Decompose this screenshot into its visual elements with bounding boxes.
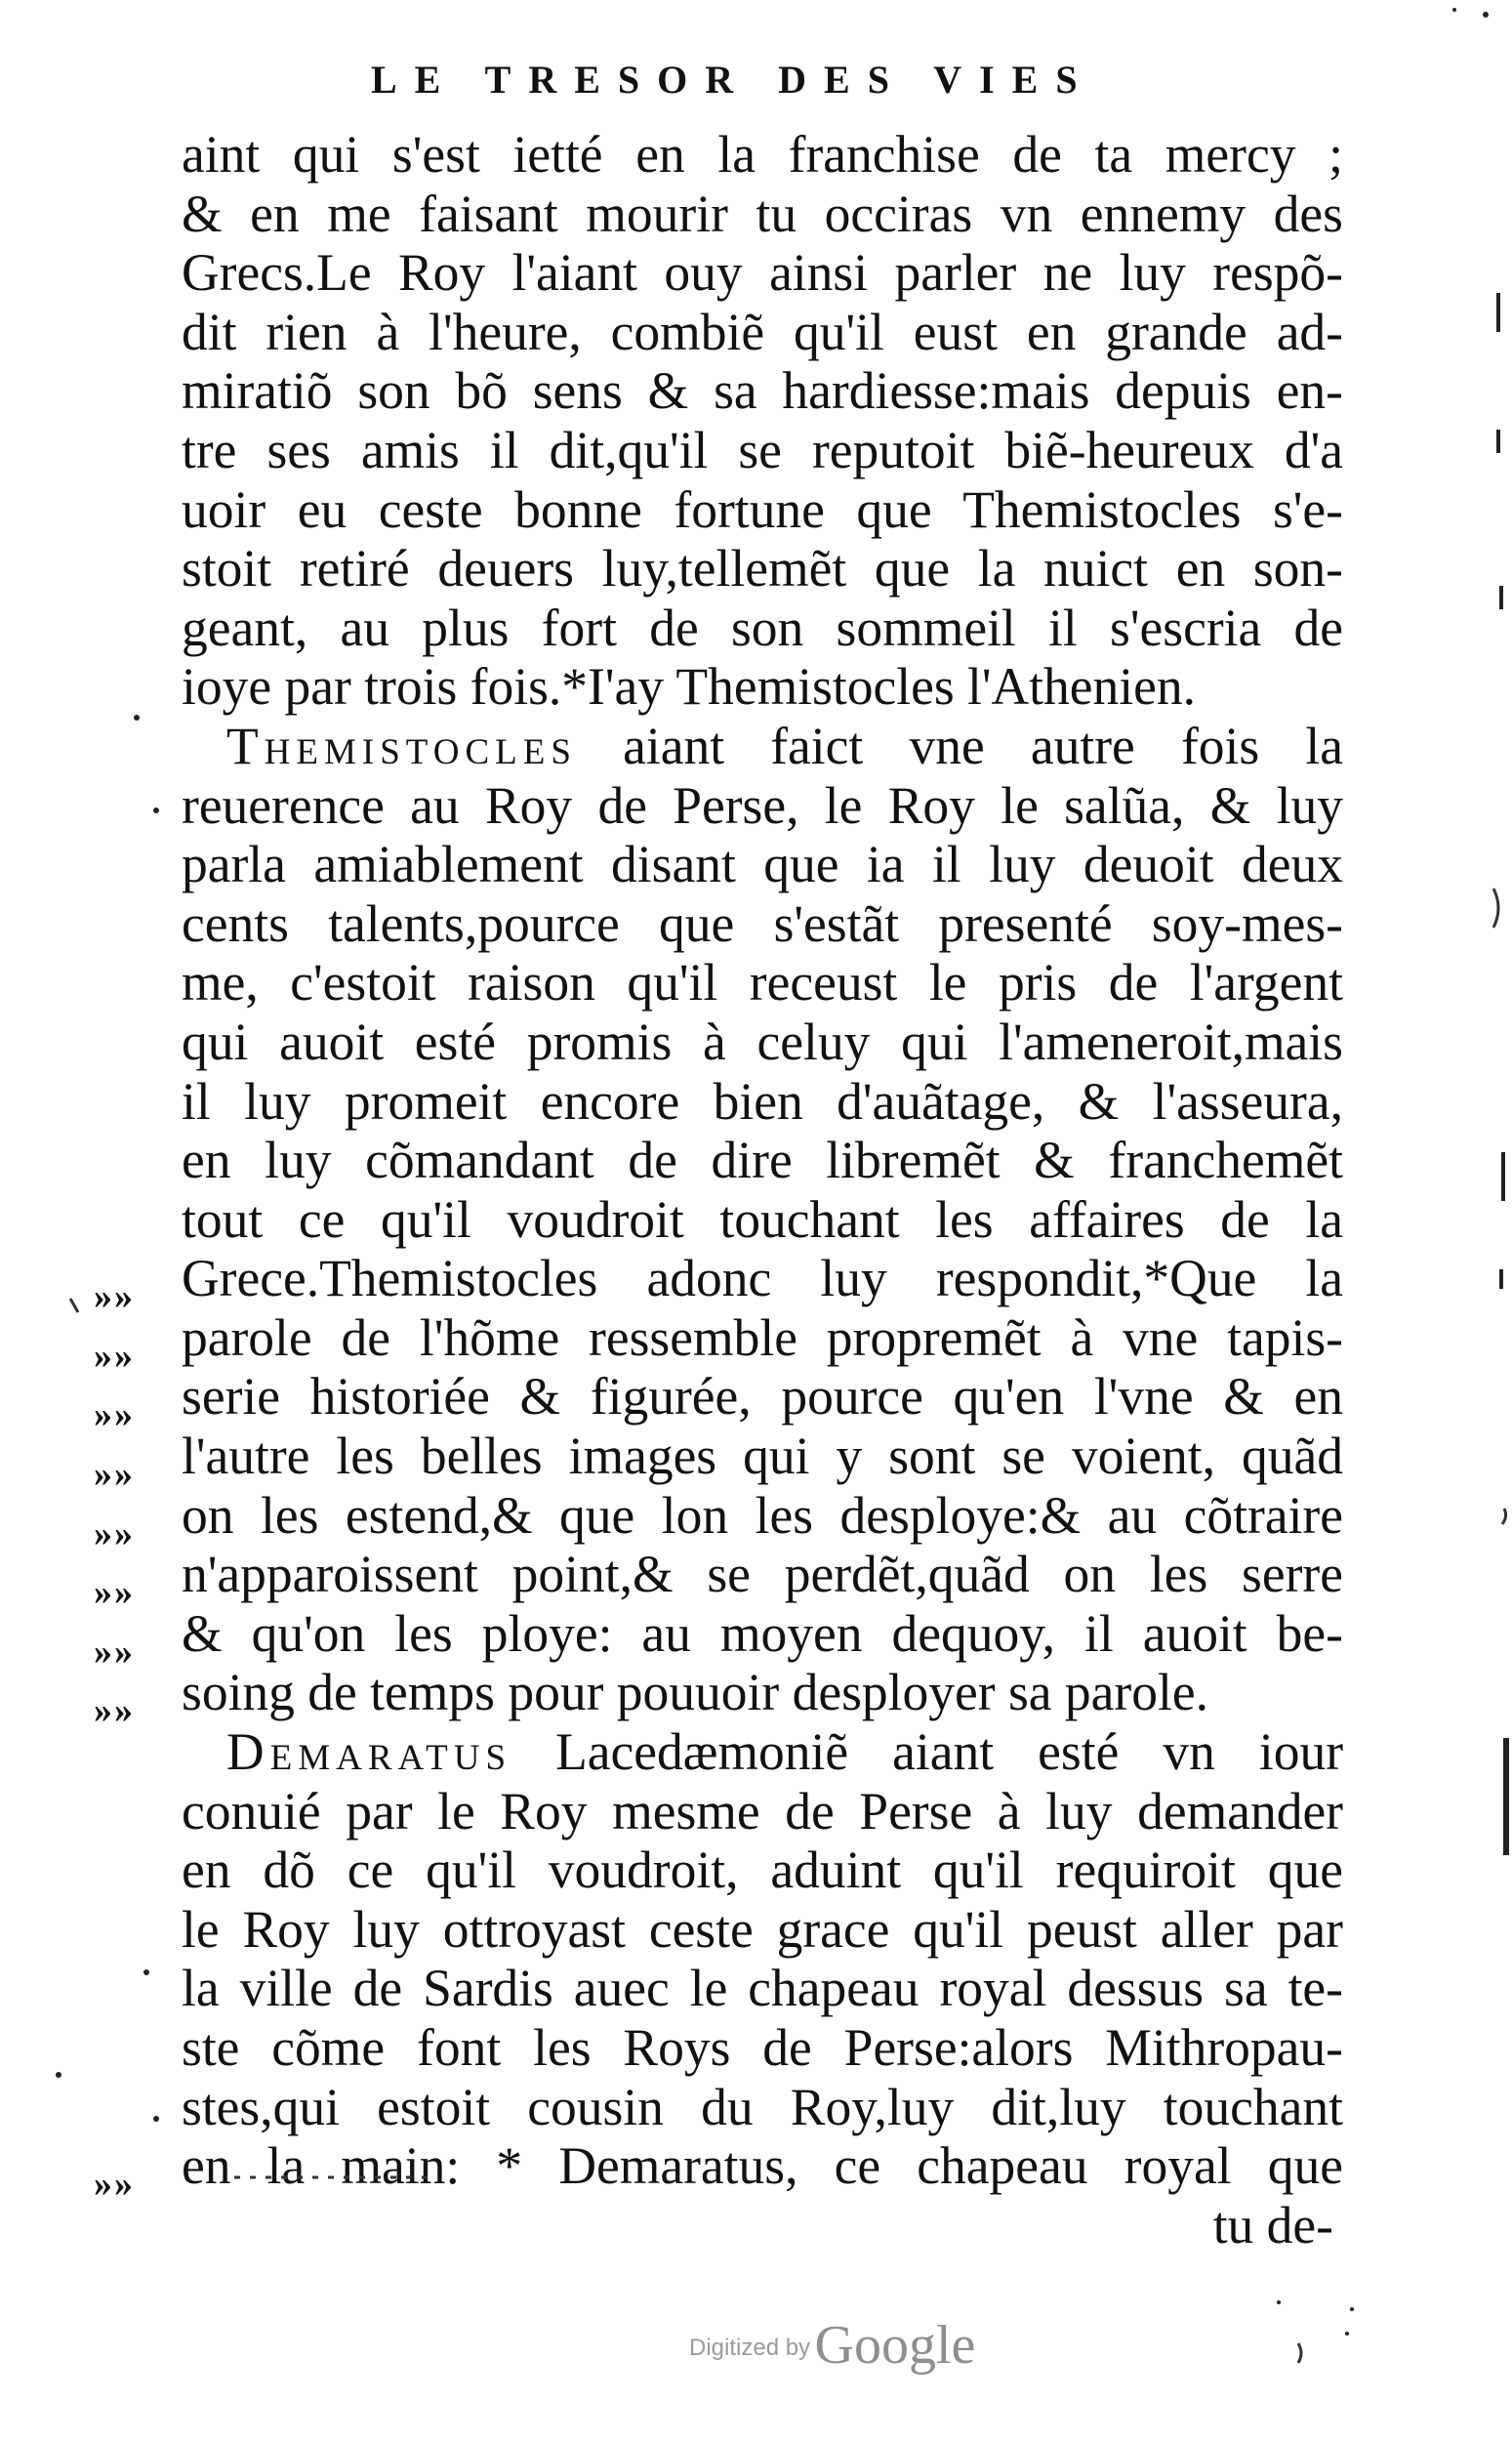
margin-quote-mark: »»: [94, 1394, 135, 1435]
margin-quote-mark: »»: [94, 1632, 135, 1673]
text-line: reuerence au Roy de Perse, le Roy le salũa, & luy: [182, 775, 1343, 835]
text-line: en la main: * Demaratus, ce chapeau royal que: [182, 2136, 1343, 2196]
margin-quote-mark: »»: [94, 2164, 135, 2205]
text-line: n'apparoissent point,& se perdẽt,quãd on les serre: [182, 1545, 1343, 1604]
name-demaratus: Demaratus: [226, 1722, 512, 1782]
text-line: dit rien à l'heure, combiẽ qu'il eust en grande ad-: [182, 302, 1343, 361]
catchword: tu de-: [1212, 2195, 1333, 2255]
text-line: l'autre les belles images qui y sont se voient, quãd: [182, 1427, 1343, 1486]
text-line: tre ses amis il dit,qu'il se reputoit biẽ-heureux d'a: [182, 420, 1343, 479]
text-line: Grecs.Le Roy l'aiant ouy ainsi parler ne luy respõ-: [182, 243, 1343, 303]
text-fragment: Lacedæmoniẽ aiant esté vn iour: [555, 1722, 1344, 1782]
text-line: stes,qui estoit cousin du Roy,luy dit,luy touchant: [182, 2077, 1343, 2136]
google-logo-text: Google: [814, 2315, 976, 2376]
text-line: geant, au plus fort de son sommeil il s'escria de: [182, 598, 1343, 657]
name-themistocles: Themistocles: [226, 716, 577, 775]
text-line: Grece.Themistocles adonc luy respondit,*Que la: [182, 1249, 1343, 1308]
text-line: il luy promeit encore bien d'auãtage, & l'asseura,: [182, 1071, 1343, 1131]
text-fragment: aiant faict vne autre fois la: [623, 716, 1343, 775]
text-line: & qu'on les ploye: au moyen dequoy, il auoit be-: [182, 1603, 1343, 1663]
text-line: aint qui s'est ietté en la franchise de ta mercy ;: [182, 125, 1343, 184]
text-line: uoir eu ceste bonne fortune que Themistocles s'e-: [182, 479, 1343, 539]
text-line: la ville de Sardis auec le chapeau royal dessus sa te-: [182, 1959, 1343, 2018]
text-line: soing de temps pour pouuoir desployer sa parole.: [182, 1663, 1208, 1722]
text-line: ioye par trois fois.*I'ay Themistocles l'Athenien.: [182, 657, 1197, 717]
text-line: parla amiablement disant que ia il luy deuoit deux: [182, 835, 1343, 894]
digitized-by-label: Digitized by: [689, 2335, 811, 2361]
margin-quote-mark: »»: [94, 1336, 135, 1377]
margin-quote-mark: »»: [94, 1513, 135, 1554]
text-line: & en me faisant mourir tu occiras vn ennemy des: [182, 184, 1343, 243]
text-line: en dõ ce qu'il voudroit, aduint qu'il requiroit que: [182, 1841, 1343, 1900]
text-line: conuié par le Roy mesme de Perse à luy demander: [182, 1781, 1343, 1841]
margin-quote-mark: »»: [94, 1690, 135, 1731]
margin-quote-mark: »»: [94, 1276, 135, 1317]
margin-quote-mark: »»: [94, 1572, 135, 1613]
text-line: me, c'estoit raison qu'il receust le pris de l'argent: [182, 953, 1343, 1013]
running-title: LE TRESOR DES VIES: [371, 58, 1095, 102]
text-line: cents talents,pource que s'estãt presenté soy-mes-: [182, 893, 1343, 953]
text-line: ste cõme font les Roys de Perse:alors Mithropau-: [182, 2018, 1343, 2077]
text-line: qui auoit esté promis à celuy qui l'ameneroit,mais: [182, 1012, 1343, 1071]
text-line: on les estend,& que lon les desploye:& au cõtraire: [182, 1485, 1343, 1545]
text-line: le Roy luy ottroyast ceste grace qu'il peust aller par: [182, 1899, 1343, 1959]
digitization-footer: [689, 2314, 975, 2377]
text-line: parole de l'hõme ressemble propremẽt à vne tapis-: [182, 1307, 1343, 1367]
text-line: tout ce qu'il voudroit touchant les affaires de la: [182, 1189, 1343, 1249]
text-line: stoit retiré deuers luy,tellemẽt que la nuict en son-: [182, 539, 1343, 599]
text-line: en luy cõmandant de dire libremẽt & franchemẽt: [182, 1131, 1343, 1190]
margin-quote-mark: »»: [94, 1454, 135, 1495]
text-line: miratiõ son bõ sens & sa hardiesse:mais depuis en-: [182, 361, 1343, 421]
text-line: serie historiée & figurée, pource qu'en l'vne & en: [182, 1367, 1343, 1427]
